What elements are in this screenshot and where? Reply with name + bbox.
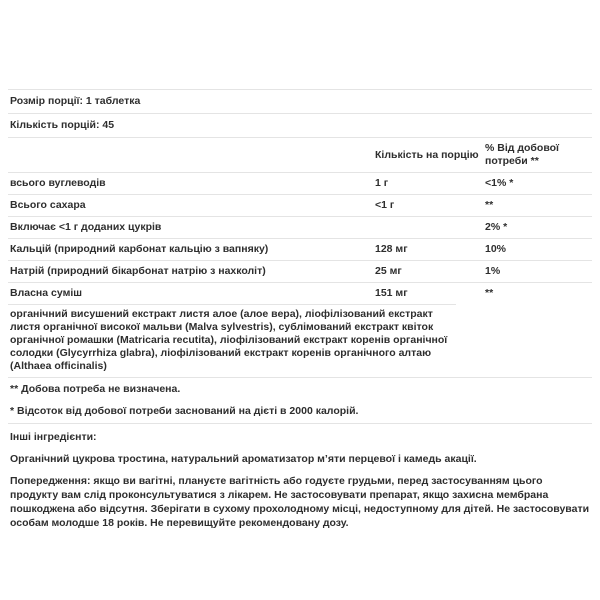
nutrient-name: Включає <1 г доданих цукрів — [10, 221, 162, 233]
serving-size-row — [8, 89, 592, 113]
table-row — [8, 194, 592, 216]
nutrient-amount: 1 г — [375, 177, 389, 189]
servings-count-text: Кількість порцій: 45 — [10, 119, 115, 131]
nutrition-table — [8, 137, 592, 304]
nutrient-dv: 2% * — [485, 221, 508, 233]
footnote-percent-daily-value: * Відсоток від добової потреби заснований на дієті в 2000 калорій. — [10, 405, 359, 417]
serving-size-text: Розмір порції: 1 таблетка — [10, 95, 141, 107]
table-row — [8, 172, 592, 194]
table-row — [8, 238, 592, 260]
footnotes-section — [8, 377, 592, 423]
nutrient-dv: 1% — [485, 265, 501, 277]
nutrient-name: Натрій (природний бікарбонат натрію з нахколіт) — [10, 265, 266, 277]
proprietary-blend-description: органічний висушений екстракт листя алое (алое вера), ліофілізований екстракт листя органічної високої мальви (Malva sylvestris), сублімований екстракт квіток органічної ромашки (Matricaria recutita), ліофілізований екстракт коренів органічної солодки (Glycyrrhiza glabra), ліофілізований екстракт коренів органічного алтаю (Althaea officinalis) — [8, 304, 456, 377]
amount-column-header: Кількість на порцію — [375, 148, 479, 161]
nutrient-name: Власна суміш — [10, 287, 83, 299]
nutrient-amount: 25 мг — [375, 265, 402, 277]
table-header-row — [8, 137, 592, 172]
daily-value-column-header: % Від добової потреби ** — [485, 142, 559, 167]
table-row — [8, 260, 592, 282]
nutrient-name: Кальцій (природний карбонат кальцію з вапняку) — [10, 243, 269, 255]
other-ingredients-text: Органічний цукрова тростина, натуральний ароматизатор м’яти перцевої і камедь акації. — [10, 453, 477, 465]
servings-count-row — [8, 113, 592, 137]
nutrient-dv: ** — [485, 287, 494, 299]
table-row — [8, 216, 592, 238]
other-ingredients-section — [8, 423, 592, 530]
warning-text: Попередження: якщо ви вагітні, плануєте вагітність або годуєте грудьми, перед застосуванням цього продукту вам слід проконсультуватися з лікарем. Не застосовувати препарат, якщо захисна мембрана пошкоджена або відсутня. Зберігати в сухому прохолодному місці, недоступному для дітей. Не застосовувати особам молодше 18 років. Не перевищуйте рекомендовану дозу. — [10, 475, 590, 529]
footnote-daily-value-not-established: ** Добова потреба не визначена. — [10, 383, 181, 395]
nutrient-amount: 151 мг — [375, 287, 408, 299]
supplement-facts-panel — [8, 0, 592, 530]
nutrient-amount — [375, 221, 485, 234]
nutrient-amount: <1 г — [375, 199, 395, 211]
table-row — [8, 282, 592, 304]
nutrient-amount: 128 мг — [375, 243, 408, 255]
nutrient-name: Всього сахара — [10, 199, 86, 211]
nutrient-dv: ** — [485, 199, 494, 211]
other-ingredients-label: Інші інгредієнти: — [10, 431, 97, 443]
nutrient-dv: <1% * — [485, 177, 514, 189]
nutrient-name: всього вуглеводів — [10, 177, 106, 189]
nutrient-dv: 10% — [485, 243, 507, 255]
